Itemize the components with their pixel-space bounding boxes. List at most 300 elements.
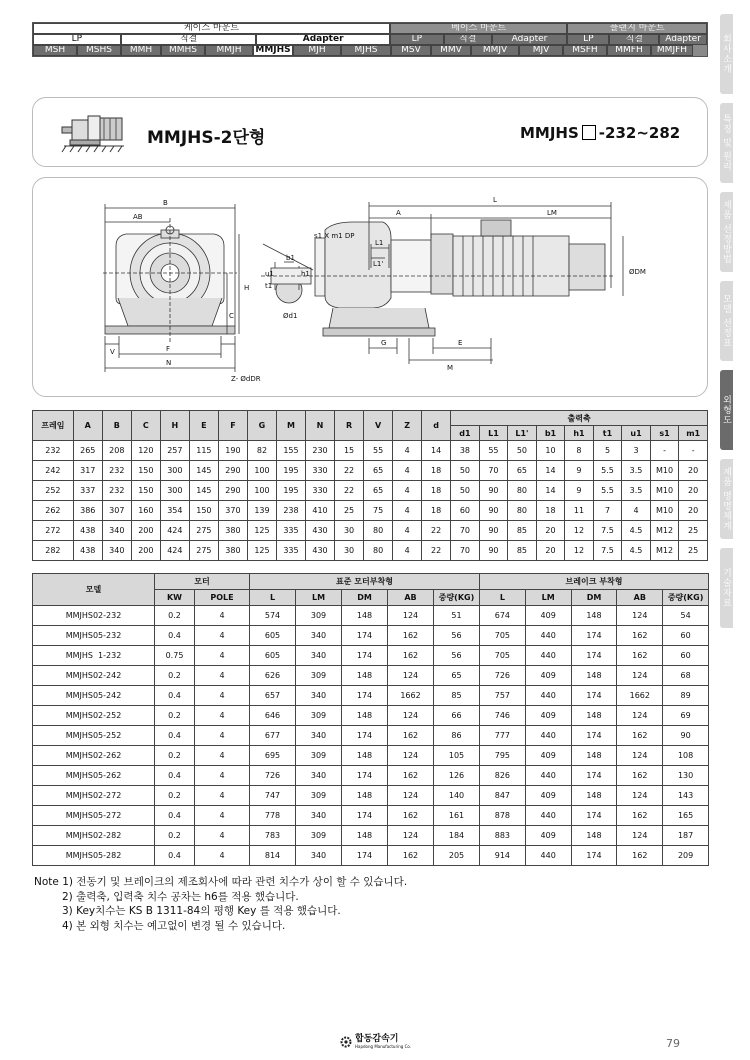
table-cell: 4: [195, 746, 250, 766]
table-cell: 4: [393, 541, 422, 561]
col-group-brake-motor: 브레이크 부착형: [480, 574, 709, 590]
table-cell: 232: [33, 441, 74, 461]
table-cell: 307: [102, 501, 131, 521]
nav-lp-3[interactable]: LP: [567, 34, 609, 45]
table-cell: 174: [571, 686, 617, 706]
nav-model-mmh[interactable]: MMH: [121, 45, 161, 56]
table-cell: 12: [565, 521, 594, 541]
table-cell: 148: [342, 746, 388, 766]
table-cell: 300: [160, 461, 189, 481]
table-cell: 55: [364, 441, 393, 461]
table-cell: 4: [393, 501, 422, 521]
col-header-E: E: [189, 411, 218, 441]
nav-direct[interactable]: 직결: [121, 34, 257, 45]
table-cell: 795: [480, 746, 526, 766]
table-cell: 174: [571, 846, 617, 866]
table-cell: 50: [508, 441, 537, 461]
table-cell: 124: [617, 606, 663, 626]
table-cell: 85: [508, 521, 537, 541]
col-header-M: M: [276, 411, 305, 441]
col-header-brake-weight: 중량(KG): [663, 590, 709, 606]
table-cell: 335: [276, 541, 305, 561]
table-cell: 174: [342, 726, 388, 746]
col-header-frame: 프레임: [33, 411, 74, 441]
table-cell: 174: [571, 766, 617, 786]
table-cell: 238: [276, 501, 305, 521]
table-cell: 272: [33, 521, 74, 541]
dim-label-L: L: [493, 196, 497, 204]
table-cell: 430: [306, 521, 335, 541]
col-header-N: N: [306, 411, 335, 441]
side-tab-selection[interactable]: 제품 선정방법: [720, 192, 733, 272]
table-cell: 162: [617, 626, 663, 646]
nav-adapter-3[interactable]: Adapter: [659, 34, 707, 45]
table-cell: 440: [525, 766, 571, 786]
table-cell: 646: [250, 706, 296, 726]
table-cell: 4: [393, 441, 422, 461]
table-cell: 290: [218, 461, 247, 481]
table-cell: 330: [306, 461, 335, 481]
table-cell: 317: [73, 461, 102, 481]
note-4: 4) 본 외형 치수는 예고없이 변경 될 수 있습니다.: [62, 919, 286, 932]
table-cell: 162: [388, 726, 434, 746]
dim-label-AB: AB: [133, 213, 143, 221]
table-cell: 309: [296, 746, 342, 766]
table-cell: 746: [480, 706, 526, 726]
dim-label-Z: Z- ØdDR: [231, 375, 261, 383]
table-row: [33, 826, 709, 846]
table-cell: 4: [393, 481, 422, 501]
table-cell: 174: [342, 686, 388, 706]
dim-label-B: B: [163, 199, 168, 207]
table-cell: 778: [250, 806, 296, 826]
table-cell: 265: [73, 441, 102, 461]
table-cell: 20: [536, 541, 565, 561]
nav-model-mmjh[interactable]: MMJH: [205, 45, 253, 56]
table-cell: 85: [434, 686, 480, 706]
outline-drawing-panel: [32, 177, 708, 397]
nav-case-mount[interactable]: 케이스 마운트: [33, 23, 390, 34]
col-header-G: G: [247, 411, 276, 441]
table-cell: 86: [434, 726, 480, 746]
col-header-brake-DM: DM: [571, 590, 617, 606]
table-cell: 90: [479, 481, 508, 501]
table-cell: 12: [565, 541, 594, 561]
dim-label-L1: L1: [375, 239, 384, 247]
nav-model-mmv[interactable]: MMV: [431, 45, 471, 56]
side-tab-naming[interactable]: 제품 명명체계: [720, 459, 733, 539]
table-cell: 208: [102, 441, 131, 461]
table-cell: 80: [508, 501, 537, 521]
table-cell: 409: [525, 666, 571, 686]
nav-model-msfh[interactable]: MSFH: [563, 45, 607, 56]
note-1: Note 1) 전동기 및 브레이크의 제조회사에 따라 관련 치수가 상이 할 수 있습니다.: [34, 876, 408, 888]
table-cell: 0.4: [155, 686, 195, 706]
nav-model-mmjfh[interactable]: MMJFH: [651, 45, 693, 56]
table-cell: 309: [296, 666, 342, 686]
col-header-model: 모델: [33, 574, 155, 606]
table-cell: 0.75: [155, 646, 195, 666]
outline-drawing: [33, 178, 709, 398]
table-cell: 440: [525, 806, 571, 826]
nav-model-mjh[interactable]: MJH: [293, 45, 341, 56]
table-cell: 124: [388, 706, 434, 726]
table-cell: 162: [617, 726, 663, 746]
table-cell: 409: [525, 826, 571, 846]
table-cell: 438: [73, 541, 102, 561]
table-row: [33, 541, 708, 561]
dim-label-M: M: [447, 364, 454, 372]
table-row: [33, 766, 709, 786]
table-cell: 380: [218, 521, 247, 541]
table-cell: 160: [131, 501, 160, 521]
dim-label-F: F: [166, 345, 171, 353]
table-row: [33, 501, 708, 521]
table-row: [33, 441, 708, 461]
table-cell: 409: [525, 706, 571, 726]
nav-direct-2[interactable]: 직결: [444, 34, 492, 45]
col-header-b1: b1: [536, 426, 565, 441]
table-cell: 309: [296, 826, 342, 846]
col-header-h1: h1: [565, 426, 594, 441]
model-name-cell: MMJHS02-262: [33, 746, 155, 766]
table-row: [33, 666, 709, 686]
model-motor-table: [32, 573, 709, 866]
table-cell: 309: [296, 786, 342, 806]
nav-adapter[interactable]: Adapter: [256, 34, 390, 45]
table-cell: 125: [247, 521, 276, 541]
table-cell: 145: [189, 481, 218, 501]
dim-label-L1p: L1': [373, 260, 384, 268]
table-cell: 161: [434, 806, 480, 826]
table-cell: 252: [33, 481, 74, 501]
table-cell: 174: [571, 806, 617, 826]
table-cell: 15: [335, 441, 364, 461]
table-row: [33, 706, 709, 726]
table-cell: 22: [422, 521, 451, 541]
table-cell: 4: [195, 826, 250, 846]
col-header-L1: L1: [479, 426, 508, 441]
table-cell: 190: [218, 441, 247, 461]
table-cell: 124: [617, 826, 663, 846]
nav-lp-2[interactable]: LP: [390, 34, 444, 45]
nav-model-mjv[interactable]: MJV: [519, 45, 563, 56]
table-cell: 66: [434, 706, 480, 726]
table-cell: 124: [388, 606, 434, 626]
table-cell: 4: [195, 666, 250, 686]
table-cell: 3.5: [622, 461, 651, 481]
nav-base-mount[interactable]: 베이스 마운트: [390, 23, 567, 34]
table-cell: 38: [451, 441, 480, 461]
table-cell: 370: [218, 501, 247, 521]
table-cell: 340: [296, 686, 342, 706]
table-cell: 747: [250, 786, 296, 806]
table-cell: 290: [218, 481, 247, 501]
table-cell: 148: [342, 706, 388, 726]
table-cell: 148: [342, 826, 388, 846]
model-name-cell: MMJHS05-252: [33, 726, 155, 746]
model-name-cell: MMJHS05-262: [33, 766, 155, 786]
table-cell: 100: [247, 461, 276, 481]
table-cell: 340: [102, 541, 131, 561]
table-cell: 65: [434, 666, 480, 686]
table-cell: 340: [296, 726, 342, 746]
table-cell: 337: [73, 481, 102, 501]
table-cell: 140: [434, 786, 480, 806]
table-cell: 124: [617, 786, 663, 806]
table-cell: 143: [663, 786, 709, 806]
table-cell: 4: [195, 686, 250, 706]
col-header-L1p: L1': [508, 426, 537, 441]
table-cell: 20: [679, 481, 708, 501]
table-cell: 65: [508, 461, 537, 481]
table-cell: 124: [388, 666, 434, 686]
table-cell: 7: [593, 501, 622, 521]
col-group-output-shaft: 출력축: [451, 411, 708, 426]
col-header-brake-L: L: [480, 590, 526, 606]
col-header-brake-LM: LM: [525, 590, 571, 606]
table-cell: 162: [388, 806, 434, 826]
table-cell: 65: [364, 481, 393, 501]
page-title: MMJHS-2단형: [147, 128, 266, 148]
table-cell: 174: [342, 766, 388, 786]
table-cell: 440: [525, 646, 571, 666]
table-cell: 757: [480, 686, 526, 706]
table-cell: 25: [679, 541, 708, 561]
dim-label-h1: h1: [301, 270, 310, 278]
nav-model-msh[interactable]: MSH: [33, 45, 77, 56]
table-cell: 409: [525, 606, 571, 626]
table-cell: 783: [250, 826, 296, 846]
table-cell: 80: [364, 541, 393, 561]
table-cell: 105: [434, 746, 480, 766]
side-tab-outline[interactable]: 외형도: [720, 370, 733, 450]
table-cell: 184: [434, 826, 480, 846]
table-cell: 0.4: [155, 766, 195, 786]
table-cell: 22: [335, 481, 364, 501]
dim-label-E: E: [458, 339, 463, 347]
table-cell: 440: [525, 726, 571, 746]
table-cell: 695: [250, 746, 296, 766]
model-placeholder-box: [582, 125, 596, 140]
table-cell: 150: [131, 461, 160, 481]
table-cell: 20: [679, 501, 708, 521]
col-header-s1: s1: [650, 426, 679, 441]
table-row: [33, 481, 708, 501]
table-cell: 354: [160, 501, 189, 521]
col-header-std-AB: AB: [388, 590, 434, 606]
table-cell: 150: [189, 501, 218, 521]
table-cell: 69: [663, 706, 709, 726]
table-cell: 826: [480, 766, 526, 786]
table-cell: 230: [306, 441, 335, 461]
table-cell: 90: [479, 521, 508, 541]
table-cell: 4: [622, 501, 651, 521]
table-row: [33, 686, 709, 706]
model-name-cell: MMJHS05-232: [33, 626, 155, 646]
table-cell: 148: [571, 666, 617, 686]
table-cell: 51: [434, 606, 480, 626]
table-cell: 340: [296, 626, 342, 646]
table-cell: 162: [388, 846, 434, 866]
table-cell: 14: [422, 441, 451, 461]
table-cell: 242: [33, 461, 74, 481]
nav-model-mmjhs[interactable]: MMJHS: [253, 45, 293, 56]
gear-logo-icon: [340, 1036, 352, 1048]
nav-model-mmfh[interactable]: MMFH: [607, 45, 651, 56]
table-cell: 300: [160, 481, 189, 501]
table-cell: 257: [160, 441, 189, 461]
table-cell: -: [650, 441, 679, 461]
page-number: 79: [666, 1037, 680, 1050]
nav-direct-3[interactable]: 직결: [609, 34, 659, 45]
note-2: 2) 출력축, 입력축 치수 공차는 h6를 적용 했습니다.: [62, 890, 299, 903]
table-cell: 340: [296, 846, 342, 866]
table-cell: 14: [536, 461, 565, 481]
table-cell: 174: [342, 806, 388, 826]
side-tab-features[interactable]: 특징 및 원리: [720, 103, 733, 183]
table-cell: 68: [663, 666, 709, 686]
col-header-V: V: [364, 411, 393, 441]
nav-row-model: [33, 45, 707, 56]
dim-label-G: G: [381, 339, 387, 347]
table-row: [33, 626, 709, 646]
col-header-brake-AB: AB: [617, 590, 663, 606]
table-cell: 155: [276, 441, 305, 461]
nav-model-msv[interactable]: MSV: [391, 45, 431, 56]
nav-row-mount: [33, 23, 707, 34]
side-tab-model-table[interactable]: 모델 선정표: [720, 281, 733, 361]
table-cell: 56: [434, 626, 480, 646]
table-cell: 174: [571, 726, 617, 746]
table-cell: 124: [617, 666, 663, 686]
table-cell: 162: [617, 766, 663, 786]
dim-label-A: A: [396, 209, 401, 217]
table-row: [33, 746, 709, 766]
table-cell: 80: [364, 521, 393, 541]
dim-label-V: V: [110, 348, 115, 356]
table-cell: 54: [663, 606, 709, 626]
table-cell: 162: [617, 846, 663, 866]
table-cell: 30: [335, 541, 364, 561]
nav-lp[interactable]: LP: [33, 34, 121, 45]
table-cell: 440: [525, 846, 571, 866]
col-header-d: d: [422, 411, 451, 441]
table-cell: 22: [335, 461, 364, 481]
nav-adapter-2[interactable]: Adapter: [492, 34, 568, 45]
table-cell: 70: [451, 521, 480, 541]
table-cell: 60: [663, 646, 709, 666]
table-cell: 878: [480, 806, 526, 826]
table-cell: 7.5: [593, 541, 622, 561]
table-cell: 914: [480, 846, 526, 866]
table-row: [33, 461, 708, 481]
table-cell: 162: [388, 766, 434, 786]
table-cell: 50: [451, 481, 480, 501]
table-cell: 335: [276, 521, 305, 541]
note-3: 3) Key치수는 KS B 1311-84의 평행 Key 를 적용 했습니다.: [62, 905, 341, 917]
table-cell: 18: [422, 461, 451, 481]
table-cell: 90: [663, 726, 709, 746]
model-name-cell: MMJHS 1-232: [33, 646, 155, 666]
table-cell: 4: [195, 726, 250, 746]
table-cell: 85: [508, 541, 537, 561]
table-cell: 4: [393, 461, 422, 481]
nav-model-mjhs[interactable]: MJHS: [341, 45, 391, 56]
table-cell: 22: [422, 541, 451, 561]
table-cell: 0.4: [155, 846, 195, 866]
table-cell: 438: [73, 521, 102, 541]
nav-model-mshs[interactable]: MSHS: [77, 45, 121, 56]
table-cell: 4: [195, 646, 250, 666]
table-cell: 340: [296, 766, 342, 786]
side-tab-company[interactable]: 회사소개: [720, 14, 733, 94]
table-cell: 340: [296, 646, 342, 666]
table-cell: 4: [195, 706, 250, 726]
table-cell: 5.5: [593, 461, 622, 481]
model-name-cell: MMJHS05-282: [33, 846, 155, 866]
col-header-pole: POLE: [195, 590, 250, 606]
table-cell: 162: [617, 806, 663, 826]
table-cell: 120: [131, 441, 160, 461]
table-cell: 5: [593, 441, 622, 461]
nav-flange-mount[interactable]: 플랜지 마운트: [567, 23, 707, 34]
table-cell: 626: [250, 666, 296, 686]
table-cell: 657: [250, 686, 296, 706]
table-cell: 726: [480, 666, 526, 686]
side-tab-technical[interactable]: 기술자료: [720, 548, 733, 628]
table-cell: M10: [650, 501, 679, 521]
table-cell: 195: [276, 461, 305, 481]
table-cell: 4: [195, 846, 250, 866]
table-cell: 386: [73, 501, 102, 521]
dim-label-N: N: [166, 359, 172, 367]
model-suffix: -232~282: [598, 124, 681, 142]
model-name-cell: MMJHS02-282: [33, 826, 155, 846]
table-cell: 424: [160, 521, 189, 541]
table-cell: 5.5: [593, 481, 622, 501]
col-header-t1: t1: [593, 426, 622, 441]
table-cell: 275: [189, 541, 218, 561]
notes: [34, 875, 407, 933]
table-cell: 726: [250, 766, 296, 786]
col-header-u1: u1: [622, 426, 651, 441]
table-cell: 18: [422, 501, 451, 521]
table-cell: 30: [335, 521, 364, 541]
table-cell: 409: [525, 786, 571, 806]
table-cell: 148: [571, 826, 617, 846]
col-header-std-L: L: [250, 590, 296, 606]
table-cell: 9: [565, 481, 594, 501]
table-cell: 309: [296, 606, 342, 626]
table-cell: 125: [247, 541, 276, 561]
table-cell: 187: [663, 826, 709, 846]
table-cell: 0.2: [155, 786, 195, 806]
table-cell: 777: [480, 726, 526, 746]
table-cell: 56: [434, 646, 480, 666]
table-cell: 574: [250, 606, 296, 626]
company-name-en: Hapdong Manufacturing Co.: [355, 1044, 412, 1049]
table-cell: 174: [342, 846, 388, 866]
table-cell: 8: [565, 441, 594, 461]
table-cell: 340: [296, 806, 342, 826]
table-cell: 20: [536, 521, 565, 541]
table-cell: 205: [434, 846, 480, 866]
dim-label-t1: t1: [265, 282, 273, 290]
nav-model-mmjv[interactable]: MMJV: [471, 45, 519, 56]
model-prefix: MMJHS: [520, 124, 579, 142]
nav-model-mmhs[interactable]: MMHS: [161, 45, 205, 56]
